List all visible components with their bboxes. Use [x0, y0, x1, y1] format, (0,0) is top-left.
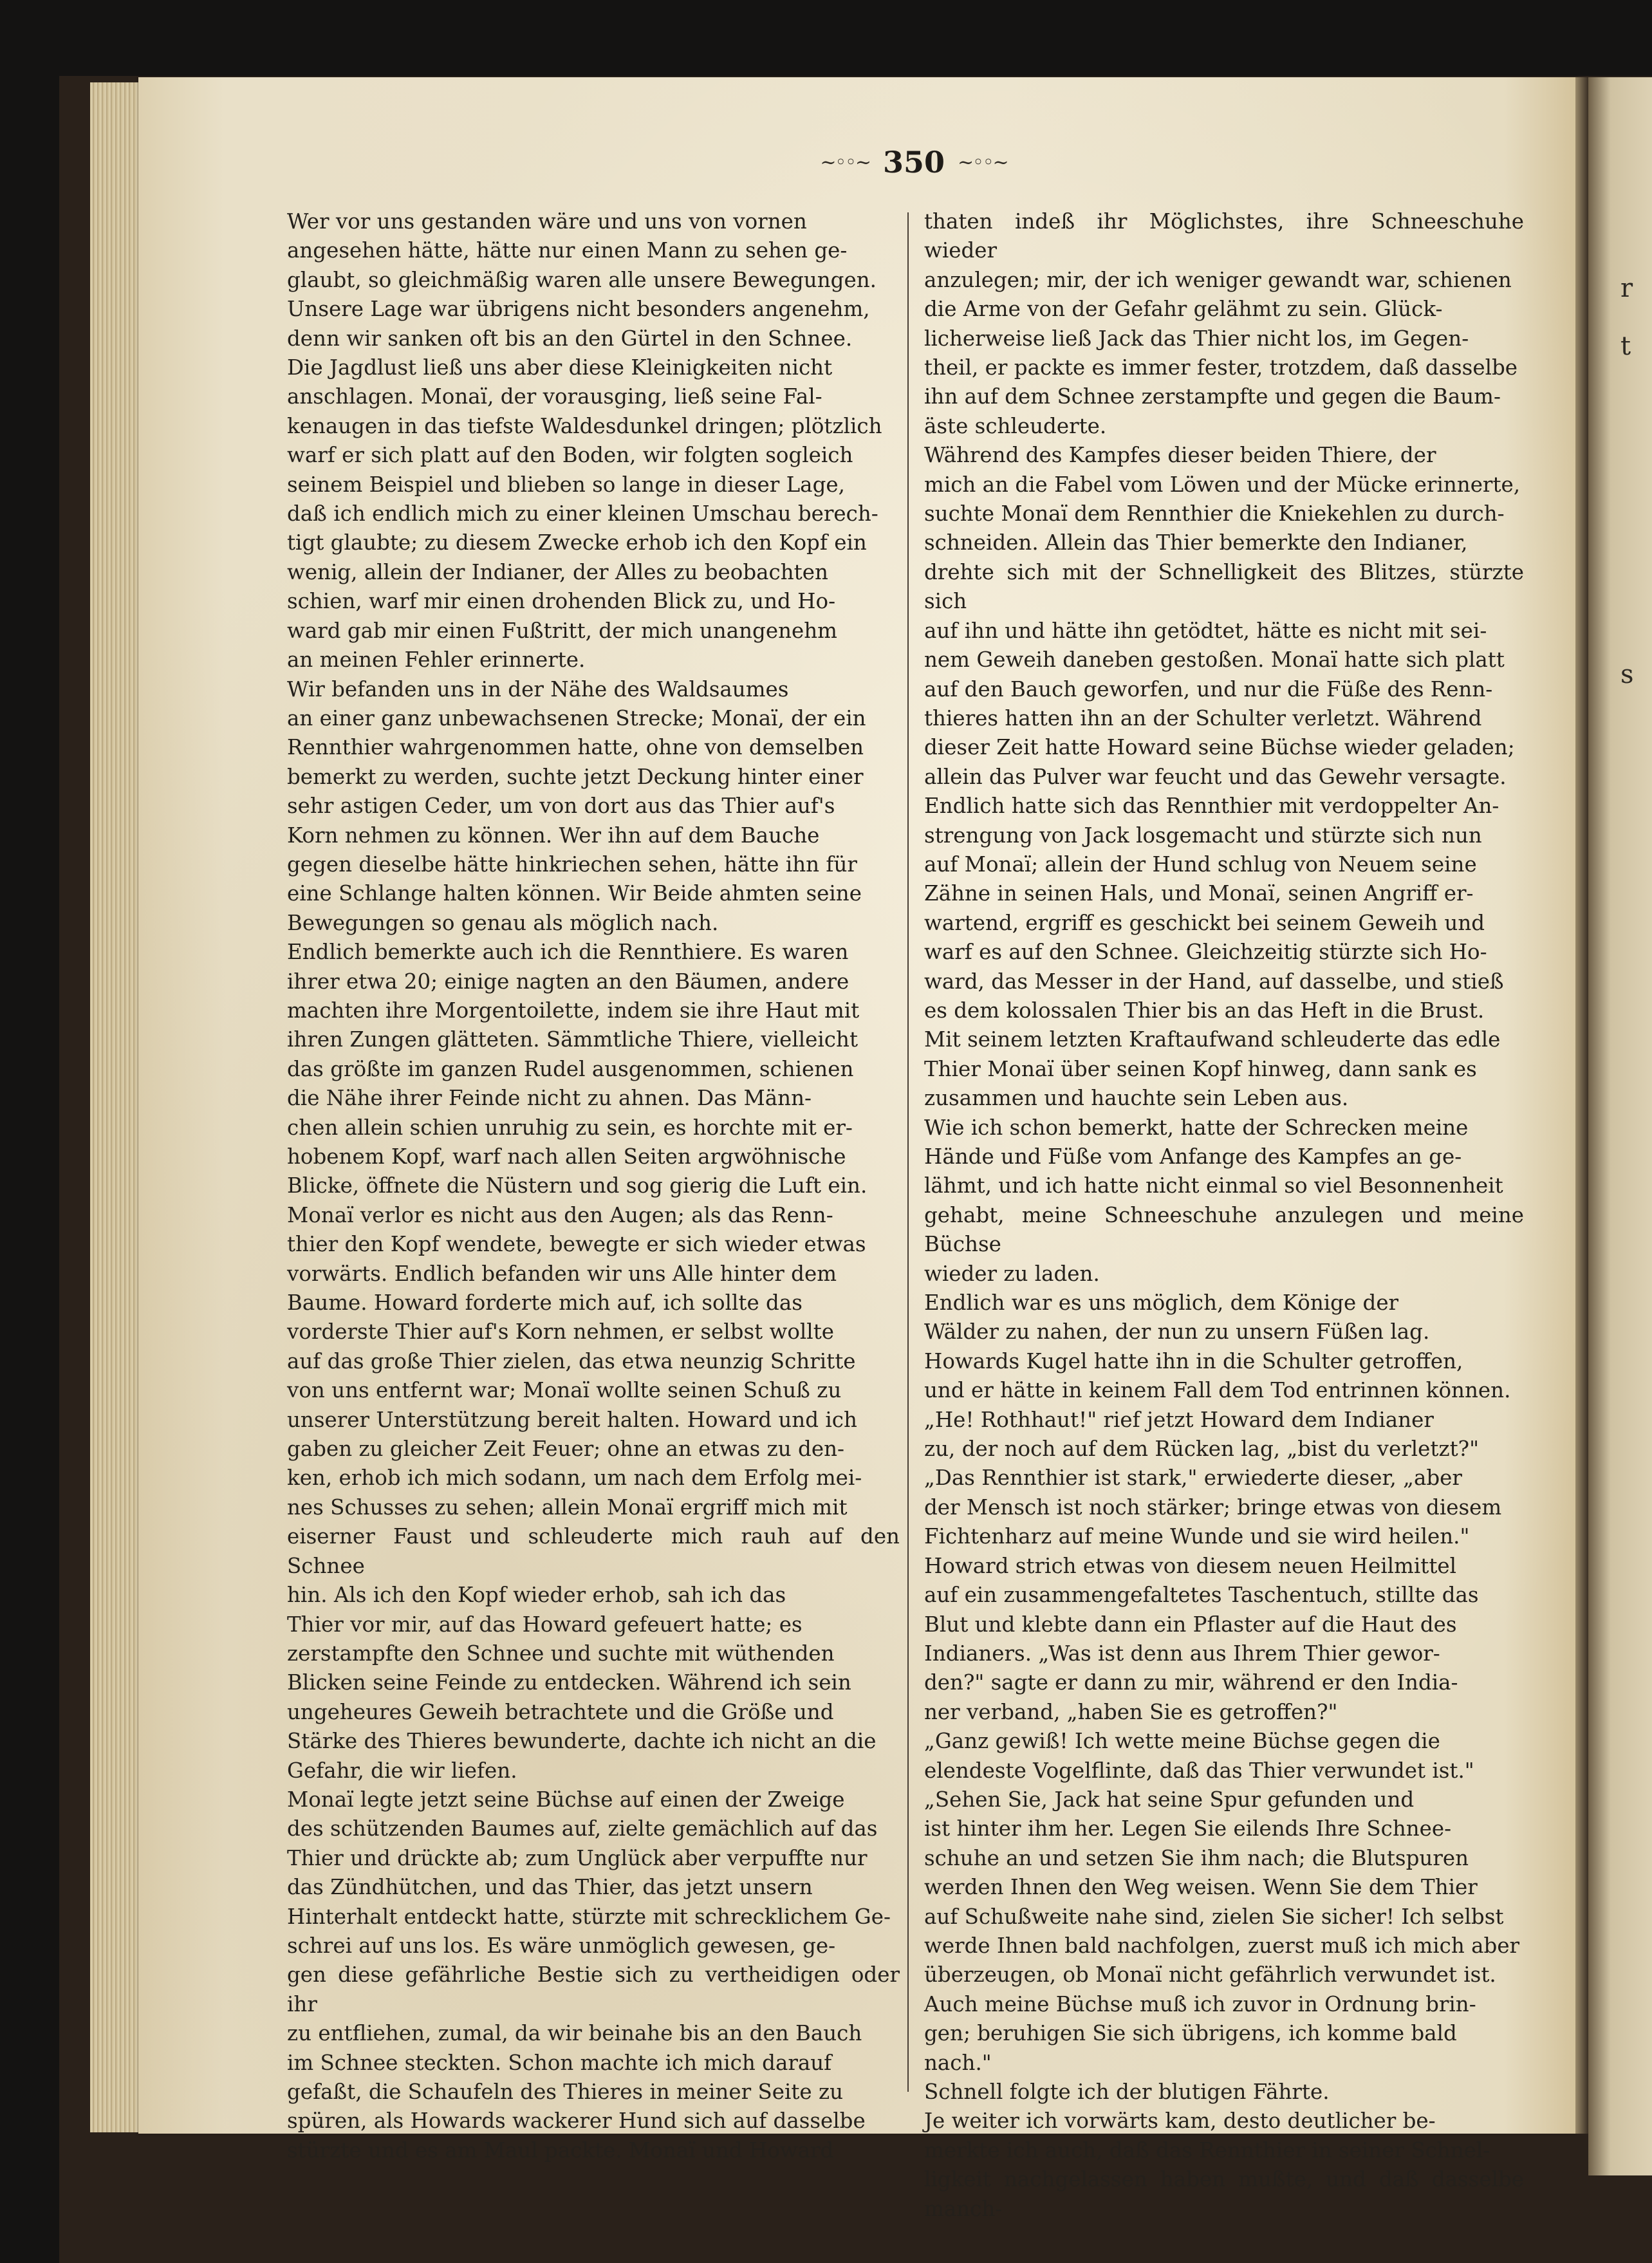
paragraph: Howard strich etwas von diesem neuen Heilmittel auf ein zusammengefaltetes Taschentuch, stillte das Blut und klebte dann ein Pflaster auf die Haut des Indianers. „Was ist denn aus Ihrem Thier gewor- den?" sagte er dann zu mir, während er den India- ner verband, „haben Sie es getroffen?" — [924, 1553, 1479, 1724]
paragraph: Monaï legte jetzt seine Büchse auf einen der Zweige des schützenden Baumes auf, zielte gemächlich auf das Thier und drückte ab; zum Unglück aber verpuffte nur das Zündhütchen, und das Thier, das jetzt unsern Hinterhalt entdeckt hatte, stürzte mit schrecklichem Ge- schrei auf uns los. Es wäre unmöglich gewesen, ge- gen diese gefährliche Bestie sich zu vertheidigen oder ihr zu entfliehen, zumal, da wir beinahe bis an den Bauch im Schnee steckten. Schon machte ich mich darauf gefaßt, die Schaufeln des Thieres in meiner Seite zu spüren, als Howards wackerer Hund sich auf dasselbe stürzte und es am Maul packte. Monaï und Howard — [287, 1787, 900, 2163]
paragraph: Schnell folgte ich der blutigen Fährte. — [924, 2080, 1330, 2104]
paragraph: Unsere Lage war übrigens nicht besonders angenehm, denn wir sanken oft bis an den Gürtel in den Schnee. Die Jagdlust ließ uns aber diese Kleinigkeiten nicht anschlagen. Monaï, der vorausging, ließ seine Fal- kenaugen in das tiefste Waldesdunkel dringen; plötzlich warf er sich platt auf den Boden, wir folgten sogleich seinem Beispiel und blieben so lange in dieser Lage, daß ich endlich mich zu einer kleinen Umschau berech- tigt glaubte; zu diesem Zwecke erhob ich den Kopf ein wenig, allein der Indianer, der Alles zu beobachten schien, warf mir einen drohenden Blick zu, und Ho- ward gab mir einen Fußtritt, der mich unangenehm an meinen Fehler erinnerte. — [287, 297, 882, 673]
paragraph: Je weiter ich vorwärts kam, desto deutlicher be- merkte ich auch, daß das Rennthier in seiner Schnel- ligkeit nachgelassen haben mußte, und daß dasselbe manch- — [924, 2109, 1524, 2221]
paragraph: Endlich bemerkte auch ich die Rennthiere. Es waren ihrer etwa 20; einige nagten an den Bäumen, andere machten ihre Morgentoilette, indem sie ihre Haut mit ihren Zungen glätteten. Sämmtliche Thiere, vielleicht das größte im ganzen Rudel ausgenommen, schienen die Nähe ihrer Feinde nicht zu ahnen. Das Männ- chen allein schien unruhig zu sein, es horchte mit er- hobenem Kopf, warf nach allen Seiten argwöhnische Blicke, öffnete die Nüstern und sog gierig die Luft ein. Monaï verlor es nicht aus den Augen; als das Renn- thier den Kopf wendete, bewegte er sich wieder etwas vorwärts. Endlich befanden wir uns Alle hinter dem Baume. Howard forderte mich auf, ich sollte das vorderste Thier auf's Korn nehmen, er selbst wollte auf das große Thier zielen, das etwa neunzig Schritte von uns entfernt war; Monaï wollte seinen Schuß zu unserer Unterstützung bereit halten. Howard und ich gaben zu gleicher Zeit Feuer; ohne an etwas zu den- ken, erhob ich mich sodann, um nach dem Erfolg mei- nes Schusses zu sehen; allein Monaï ergriff mich mit eiserner Faust und schleuderte mich rauh auf den Schnee hin. Als ich den Kopf wieder erhob, sah ich das Thier vor mir, auf das Howard gefeuert hatte; es zerstampfte den Schnee und suchte mit wüthenden Blicken seine Feinde zu entdecken. Während ich sein ungeheures Geweih betrachtete und die Größe und Stärke des Thieres bewunderte, dachte ich nicht an die Gefahr, die wir liefen. — [287, 940, 900, 1783]
paragraph: Während des Kampfes dieser beiden Thiere, der mich an die Fabel vom Löwen und der Mücke erinnerte, suchte Monaï dem Rennthier die Kniekehlen zu durch- schneiden. Allein das Thier bemerkte den Indianer, drehte sich mit der Schnelligkeit des Blitzes, stürzte sich auf ihn und hätte ihn getödtet, hätte es nicht mit sei- nem Geweih daneben gestoßen. Monaï hatte sich platt auf den Bauch geworfen, und nur die Füße des Renn- thieres hatten ihn an der Schulter verletzt. Während dieser Zeit hatte Howard seine Büchse wieder geladen; allein das Pulver war feucht und das Gewehr versagte. Endlich hatte sich das Rennthier mit verdoppelter An- strengung von Jack losgemacht und stürzte sich nun auf Monaï; allein der Hund schlug von Neuem seine Zähne in seinen Hals, und Monaï, seinen Angriff er- wartend, ergriff es geschickt bei seinem Geweih und warf es auf den Schnee. Gleichzeitig stürzte sich Ho- ward, das Messer in der Hand, auf dasselbe, und stieß es dem kolossalen Thier bis an das Heft in die Brust. Mit seinem letzten Kraftaufwand schleuderte das edle Thier Monaï über seinen Kopf hinweg, dann sank es zusammen und hauchte sein Leben aus. — [924, 443, 1524, 1111]
header-ornament-right: ~◦◦~ — [958, 151, 1008, 174]
paragraph: Wer vor uns gestanden wäre und uns von vornen angesehen hätte, hätte nur einen Mann zu sehen ge- glaubt, so gleichmäßig waren alle unsere Bewegungen. — [287, 209, 877, 292]
paragraph: „Sehen Sie, Jack hat seine Spur gefunden und ist hinter ihm her. Legen Sie eilends Ihre Schnee- schuhe an und setzen Sie ihm nach; die Blutspuren werden Ihnen den Weg weisen. Wenn Sie dem Thier auf Schußweite nahe sind, zielen Sie sicher! Ich selbst werde Ihnen bald nachfolgen, zuerst muß ich mich aber überzeugen, ob Monaï nicht gefährlich verwundet ist. Auch meine Büchse muß ich zuvor in Ordnung brin- gen; beruhigen Sie sich übrigens, ich komme bald nach." — [924, 1787, 1520, 2075]
paragraph: Wir befanden uns in der Nähe des Waldsaumes an einer ganz unbewachsenen Strecke; Monaï, der ein Rennthier wahrgenommen hatte, ohne von demselben bemerkt zu werden, suchte jetzt Deckung hinter einer sehr astigen Ceder, um von dort aus das Thier auf's Korn nehmen zu können. Wer ihn auf dem Bauche gegen dieselbe hätte hinkriechen sehen, hätte ihn für eine Schlange halten können. Wir Beide ahmten seine Bewegungen so genau als möglich nach. — [287, 676, 866, 935]
page-number: 350 — [882, 145, 945, 180]
header-ornament-left: ~◦◦~ — [820, 151, 870, 174]
page-gutter — [1575, 77, 1588, 2134]
text-column-left — [287, 207, 900, 2165]
facing-page-mark: r — [1620, 274, 1633, 303]
paragraph: „Das Rennthier ist stark," erwiederte dieser, „aber der Mensch ist noch stärker; bringe etwas von diesem Fichtenharz auf meine Wunde und sie wird heilen." — [924, 1466, 1502, 1549]
facing-page-mark: t — [1620, 331, 1631, 361]
facing-page-edge — [1588, 77, 1652, 2175]
paragraph: Wie ich schon bemerkt, hatte der Schrecken meine Hände und Füße vom Anfange des Kampfes an ge- lähmt, und ich hatte nicht einmal so viel Besonnenheit gehabt, meine Schneeschuhe anzulegen und meine Büchse wieder zu laden. — [924, 1115, 1524, 1286]
paragraph: „Ganz gewiß! Ich wette meine Büchse gegen die elendeste Vogelflinte, daß das Thier verwundet ist." — [924, 1729, 1474, 1783]
paragraph: thaten indeß ihr Möglichstes, ihre Schneeschuhe wieder anzulegen; mir, der ich weniger gewandt war, schienen die Arme von der Gefahr gelähmt zu sein. Glück- licherweise ließ Jack das Thier nicht los, im Gegen- theil, er packte es immer fester, trotzdem, daß dasselbe ihn auf dem Schnee zerstampfte und gegen die Baum- äste schleuderte. — [924, 209, 1524, 438]
paragraph: „He! Rothhaut!" rief jetzt Howard dem Indianer zu, der noch auf dem Rücken lag, „bist du verletzt?" — [924, 1407, 1480, 1462]
page-header — [792, 143, 1036, 182]
text-column-right — [924, 207, 1524, 2224]
paragraph: Endlich war es uns möglich, dem Könige der Wälder zu nahen, der nun zu unsern Füßen lag. Howards Kugel hatte ihn in die Schulter getroffen, und er hätte in keinem Fall dem Tod entrinnen können. — [924, 1290, 1511, 1403]
facing-page-mark: s — [1620, 660, 1634, 689]
column-divider — [907, 212, 909, 2092]
